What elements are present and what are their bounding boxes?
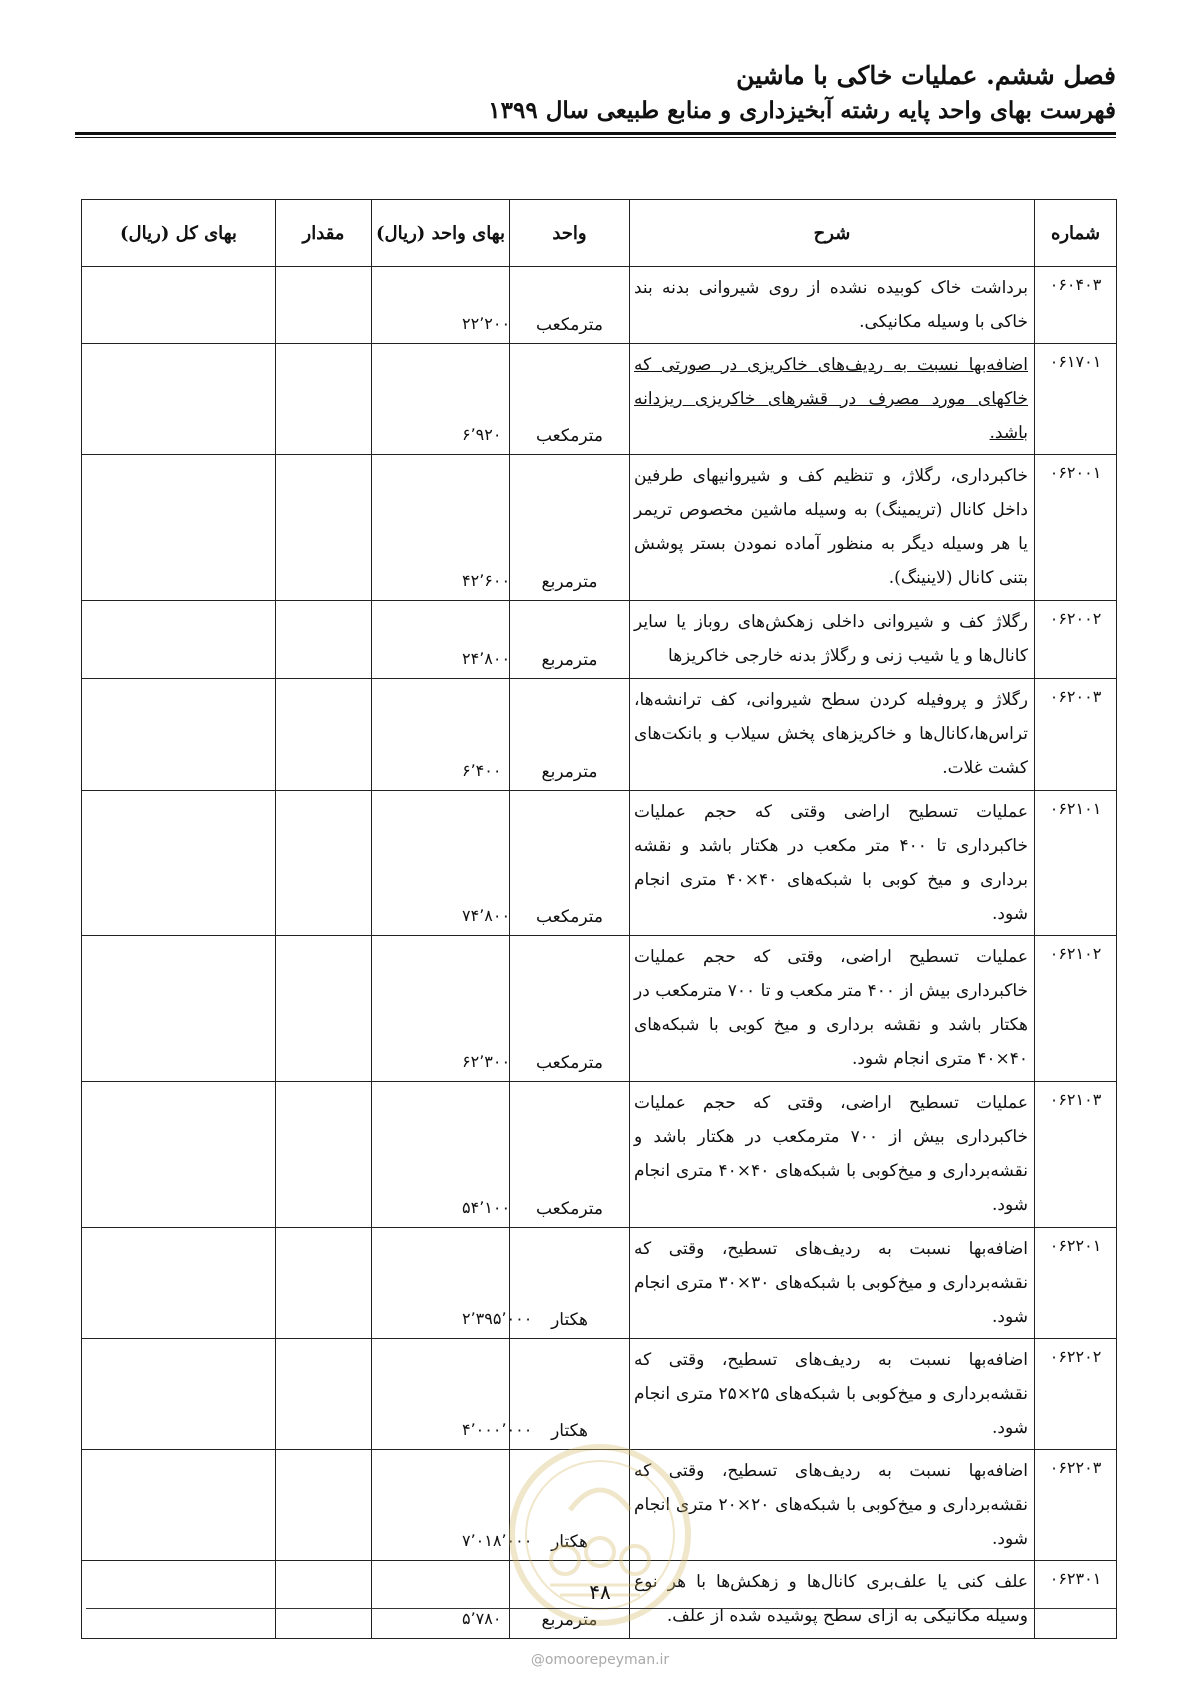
row-total-price bbox=[82, 455, 276, 601]
row-quantity bbox=[276, 1339, 372, 1450]
row-unit-price: ۶٬۹۲۰ bbox=[372, 344, 510, 455]
row-quantity bbox=[276, 791, 372, 936]
row-number: ۰۶۲۲۰۱ bbox=[1035, 1228, 1117, 1339]
header-number: شماره bbox=[1035, 200, 1117, 267]
row-unit: مترمکعب bbox=[510, 344, 630, 455]
row-quantity bbox=[276, 344, 372, 455]
row-description: برداشت خاک کوبیده نشده از روی شیروانی بدنه بند خاکی با وسیله مکانیکی. bbox=[630, 267, 1035, 344]
row-description: اضافه‌بها نسبت به ردیف‌های تسطیح، وقتی که نقشه‌برداری و میخ‌کوبی با شبکه‌های ۲۰×۲۰ متری انجام شود. bbox=[630, 1450, 1035, 1561]
row-quantity bbox=[276, 1561, 372, 1639]
row-unit-price: ۵٬۷۸۰ bbox=[372, 1561, 510, 1639]
row-unit-price: ۵۴٬۱۰۰ bbox=[372, 1082, 510, 1228]
row-total-price bbox=[82, 1228, 276, 1339]
row-unit-price: ۶۲٬۳۰۰ bbox=[372, 936, 510, 1082]
row-unit: هکتار bbox=[510, 1450, 630, 1561]
header-quantity: مقدار bbox=[276, 200, 372, 267]
row-unit: مترمربع bbox=[510, 455, 630, 601]
header-description: شرح bbox=[630, 200, 1035, 267]
row-description: عملیات تسطیح اراضی، وقتی که حجم عملیات خاکبرداری بیش از ۷۰۰ مترمکعب در هکتار باشد و نقشه‌برداری و میخ‌کوبی با شبکه‌های ۴۰×۴۰ متری انجام شود. bbox=[630, 1082, 1035, 1228]
header-unit: واحد bbox=[510, 200, 630, 267]
table-row bbox=[82, 601, 1117, 679]
website-watermark: @omoorepeyman.ir bbox=[530, 1652, 670, 1668]
row-unit-price: ۶٬۴۰۰ bbox=[372, 679, 510, 791]
row-quantity bbox=[276, 267, 372, 344]
row-unit-price: ۴٬۰۰۰٬۰۰۰ bbox=[372, 1339, 510, 1450]
row-number: ۰۶۲۲۰۲ bbox=[1035, 1339, 1117, 1450]
row-number: ۰۶۱۷۰۱ bbox=[1035, 344, 1117, 455]
header-rule-thick bbox=[75, 132, 1116, 135]
row-quantity bbox=[276, 455, 372, 601]
row-unit: مترمکعب bbox=[510, 1082, 630, 1228]
chapter-title: فصل ششم. عملیات خاکی با ماشین bbox=[736, 61, 1116, 90]
row-unit: مترمکعب bbox=[510, 791, 630, 936]
row-unit-price: ۲٬۳۹۵٬۰۰۰ bbox=[372, 1228, 510, 1339]
row-total-price bbox=[82, 1561, 276, 1639]
row-number: ۰۶۲۰۰۳ bbox=[1035, 679, 1117, 791]
table-row bbox=[82, 679, 1117, 791]
header-total-price: بهای کل (ریال) bbox=[82, 200, 276, 267]
row-total-price bbox=[82, 267, 276, 344]
row-unit-price: ۲۲٬۲۰۰ bbox=[372, 267, 510, 344]
row-total-price bbox=[82, 791, 276, 936]
row-total-price bbox=[82, 679, 276, 791]
row-total-price bbox=[82, 1082, 276, 1228]
row-number: ۰۶۲۰۰۱ bbox=[1035, 455, 1117, 601]
table-row bbox=[82, 1339, 1117, 1450]
row-number: ۰۶۲۱۰۳ bbox=[1035, 1082, 1117, 1228]
table-header-row bbox=[82, 200, 1117, 267]
row-description: اضافه‌بها نسبت به ردیف‌های تسطیح، وقتی که نقشه‌برداری و میخ‌کوبی با شبکه‌های ۲۵×۲۵ متری انجام شود. bbox=[630, 1339, 1035, 1450]
row-quantity bbox=[276, 936, 372, 1082]
header-rule-thin bbox=[75, 137, 1116, 138]
row-description: علف کنی یا علف‌بری کانال‌ها و زهکش‌ها با هر نوع وسیله مکانیکی به ازای سطح پوشیده شده از علف. bbox=[630, 1561, 1035, 1639]
row-number: ۰۶۲۰۰۲ bbox=[1035, 601, 1117, 679]
row-unit: مترمکعب bbox=[510, 267, 630, 344]
table-row bbox=[82, 1082, 1117, 1228]
row-total-price bbox=[82, 344, 276, 455]
row-description: اضافه‌بها نسبت به ردیف‌های تسطیح، وقتی که نقشه‌برداری و میخ‌کوبی با شبکه‌های ۳۰×۳۰ متری انجام شود. bbox=[630, 1228, 1035, 1339]
table-row bbox=[82, 455, 1117, 601]
row-unit: مترمکعب bbox=[510, 936, 630, 1082]
row-quantity bbox=[276, 1450, 372, 1561]
row-number: ۰۶۲۱۰۱ bbox=[1035, 791, 1117, 936]
row-quantity bbox=[276, 1082, 372, 1228]
table-row bbox=[82, 791, 1117, 936]
row-description: عملیات تسطیح اراضی، وقتی که حجم عملیات خاکبرداری بیش از ۴۰۰ متر مکعب و تا ۷۰۰ مترمکعب در هکتار باشد و نقشه برداری و میخ کوبی با شبکه‌های ۴۰×۴۰ متری انجام شود. bbox=[630, 936, 1035, 1082]
row-description: عملیات تسطیح اراضی وقتی که حجم عملیات خاکبرداری تا ۴۰۰ متر مکعب در هکتار باشد و نقشه برداری و میخ کوبی با شبکه‌های ۴۰×۴۰ متری انجام شود. bbox=[630, 791, 1035, 936]
document-title: فهرست بهای واحد پایه رشته آبخیزداری و منابع طبیعی سال ۱۳۹۹ bbox=[488, 97, 1116, 124]
row-quantity bbox=[276, 601, 372, 679]
row-quantity bbox=[276, 679, 372, 791]
row-total-price bbox=[82, 1339, 276, 1450]
row-quantity bbox=[276, 1228, 372, 1339]
table-row bbox=[82, 267, 1117, 344]
row-description-text: اضافه‌بها نسبت به ردیف‌های خاکریزی در صورتی که خاکهای مورد مصرف در قشرهای خاکریزی ریزدانه باشد. bbox=[634, 355, 1028, 443]
header-unit-price: بهای واحد (ریال) bbox=[372, 200, 510, 267]
price-table bbox=[81, 199, 1117, 1639]
row-unit-price: ۲۴٬۸۰۰ bbox=[372, 601, 510, 679]
page-number: ۴۸ bbox=[589, 1580, 611, 1604]
row-unit: مترمربع bbox=[510, 679, 630, 791]
row-description: خاکبرداری، رگلاژ، و تنظیم کف و شیروانیهای طرفین داخل کانال (تریمینگ) به وسیله ماشین مخصوص تریمر یا هر وسیله دیگر به منظور آماده نمودن بستر پوشش بتنی کانال (لاینینگ). bbox=[630, 455, 1035, 601]
page-header bbox=[75, 58, 1116, 128]
footer-rule bbox=[86, 1608, 1116, 1609]
table-row bbox=[82, 344, 1117, 455]
row-description: رگلاژ کف و شیروانی داخلی زهکش‌های روباز یا سایر کانال‌ها و یا شیب زنی و رگلاژ بدنه خارجی خاکریزها bbox=[630, 601, 1035, 679]
row-number: ۰۶۰۴۰۳ bbox=[1035, 267, 1117, 344]
row-number: ۰۶۲۱۰۲ bbox=[1035, 936, 1117, 1082]
row-number: ۰۶۲۲۰۳ bbox=[1035, 1450, 1117, 1561]
row-number: ۰۶۲۳۰۱ bbox=[1035, 1561, 1117, 1639]
row-total-price bbox=[82, 936, 276, 1082]
row-unit-price: ۷۴٬۸۰۰ bbox=[372, 791, 510, 936]
row-total-price bbox=[82, 1450, 276, 1561]
row-unit-price: ۷٬۰۱۸٬۰۰۰ bbox=[372, 1450, 510, 1561]
row-description: رگلاژ و پروفیله کردن سطح شیروانی، کف ترانشه‌ها، تراس‌ها،کانال‌ها و خاکریزهای پخش سیلاب و بانکت‌های کشت غلات. bbox=[630, 679, 1035, 791]
row-unit-price: ۴۲٬۶۰۰ bbox=[372, 455, 510, 601]
table-row bbox=[82, 936, 1117, 1082]
row-unit: هکتار bbox=[510, 1339, 630, 1450]
row-unit: مترمربع bbox=[510, 601, 630, 679]
row-description bbox=[630, 344, 1035, 455]
row-unit: هکتار bbox=[510, 1228, 630, 1339]
row-total-price bbox=[82, 601, 276, 679]
table-row bbox=[82, 1228, 1117, 1339]
row-unit: مترمربع bbox=[510, 1561, 630, 1639]
